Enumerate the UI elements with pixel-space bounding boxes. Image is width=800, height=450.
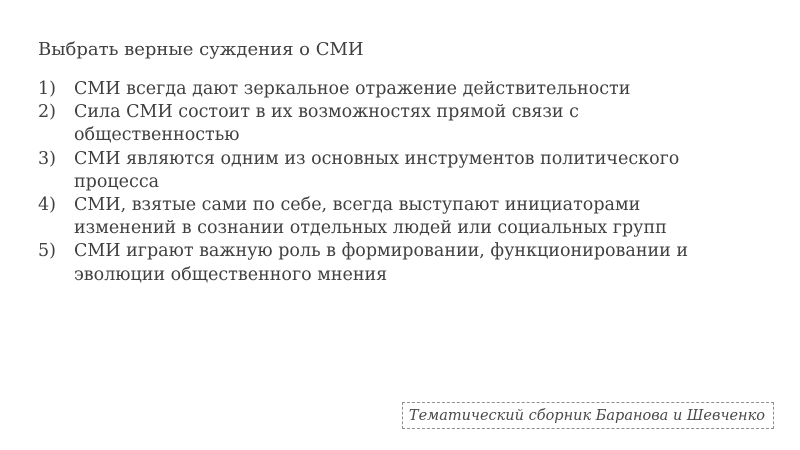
- item-number: 1): [38, 79, 56, 99]
- list-item: [38, 148, 738, 194]
- item-text: СМИ, взятые сами по себе, всегда выступают инициаторами изменений в сознании отдельных людей или социальных групп: [74, 195, 667, 239]
- list-item: [38, 78, 738, 101]
- page-title: Выбрать верные суждения о СМИ: [38, 39, 364, 60]
- list-item: [38, 101, 738, 147]
- item-text: СМИ являются одним из основных инструментов политического процесса: [74, 148, 680, 192]
- statement-list: [38, 78, 738, 287]
- source-text: Тематический сборник Баранова и Шевченко: [408, 407, 765, 424]
- list-item: [38, 240, 738, 286]
- item-text: СМИ играют важную роль в формировании, функционировании и эволюции общественного мнения: [74, 241, 689, 285]
- item-number: 5): [38, 241, 56, 262]
- source-note: [402, 402, 774, 429]
- item-number: 3): [38, 148, 56, 169]
- item-text: Сила СМИ состоит в их возможностях прямой связи с общественностью: [74, 102, 579, 146]
- item-number: 4): [38, 195, 56, 216]
- item-text: СМИ всегда дают зеркальное отражение действительности: [74, 79, 631, 99]
- item-number: 2): [38, 102, 56, 123]
- list-item: [38, 194, 738, 240]
